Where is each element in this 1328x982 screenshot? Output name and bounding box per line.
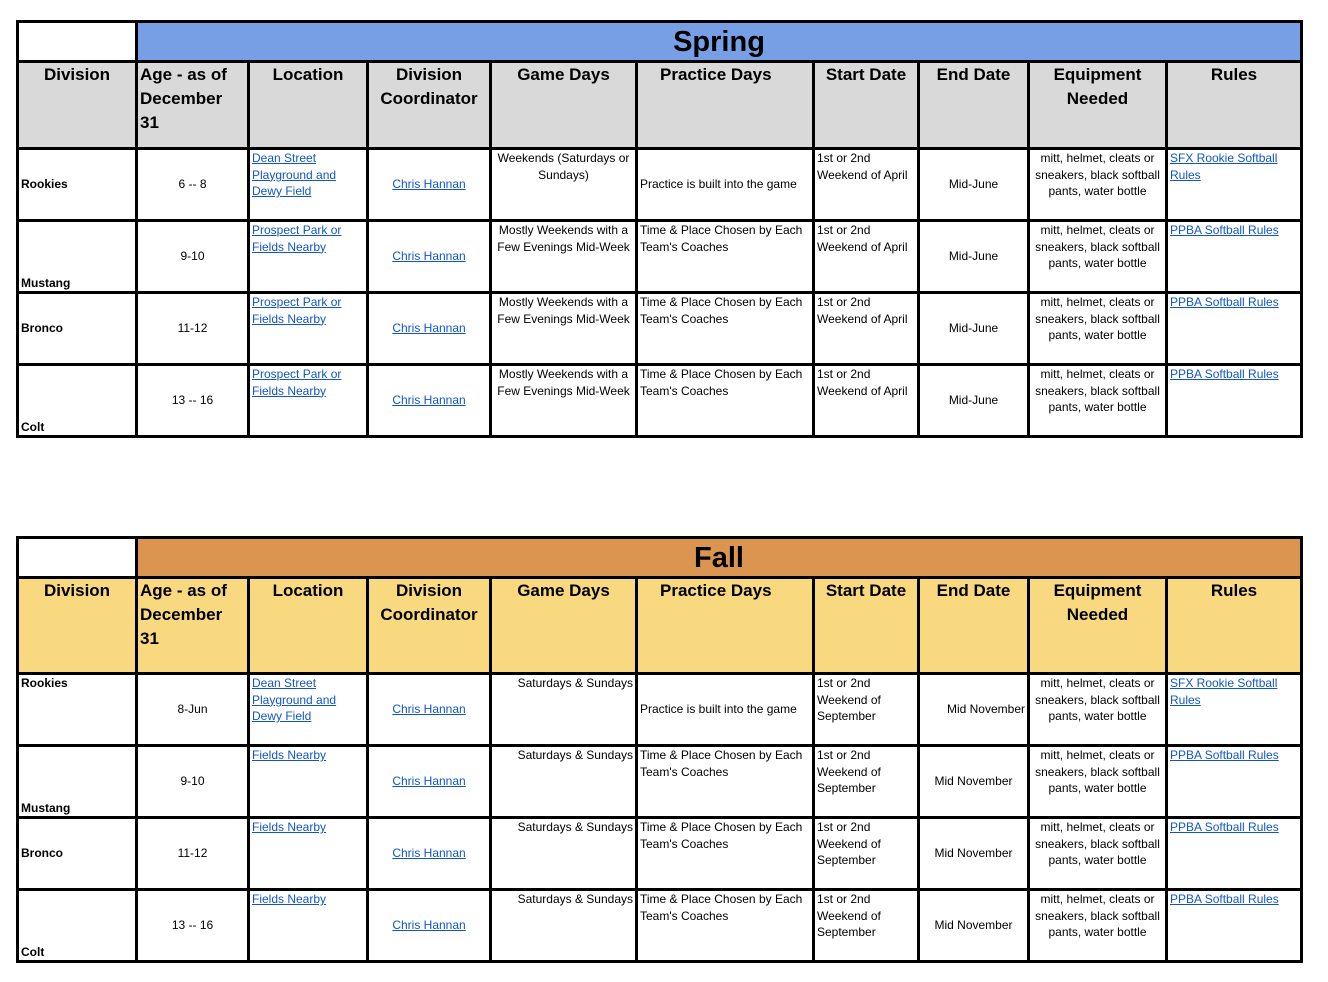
division-name: Colt [18,365,137,437]
table-row [18,818,1302,890]
age-range: 8-Jun [137,674,249,746]
start-date: 1st or 2nd Weekend of September [814,674,919,746]
start-date: 1st or 2nd Weekend of April [814,221,919,293]
division-name: Bronco [18,818,137,890]
coordinator-link[interactable]: Chris Hannan [392,321,466,336]
table-row [18,293,1302,365]
end-date: Mid November [919,890,1029,962]
equipment-needed: mitt, helmet, cleats or sneakers, black softball pants, water bottle [1029,293,1167,365]
coordinator-link[interactable]: Chris Hannan [392,918,466,933]
header-age: Age - as of December 31 [137,578,249,674]
header-equipment-needed: Equipment Needed [1029,62,1167,149]
game-days: Saturdays & Sundays [491,674,637,746]
table-row [18,221,1302,293]
rules-link[interactable]: SFX Rookie Softball Rules [1170,676,1278,707]
header-division: Division [18,578,137,674]
fall-header-row [18,578,1302,674]
spring-schedule-table [16,20,1303,438]
header-division: Division [18,62,137,149]
coordinator-link[interactable]: Chris Hannan [392,846,466,861]
header-location: Location [249,578,368,674]
coordinator-link[interactable]: Chris Hannan [392,774,466,789]
start-date: 1st or 2nd Weekend of September [814,746,919,818]
equipment-needed: mitt, helmet, cleats or sneakers, black softball pants, water bottle [1029,365,1167,437]
division-name: Rookies [18,674,137,746]
location-link[interactable]: Prospect Park or Fields Nearby [252,223,342,254]
table-row [18,674,1302,746]
spring-season-title: Spring [137,22,1302,62]
table-row [18,746,1302,818]
equipment-needed: mitt, helmet, cleats or sneakers, black softball pants, water bottle [1029,818,1167,890]
header-division-coordinator: Division Coordinator [368,578,491,674]
end-date: Mid-June [919,149,1029,221]
coordinator-link[interactable]: Chris Hannan [392,177,466,192]
division-name: Bronco [18,293,137,365]
start-date: 1st or 2nd Weekend of September [814,818,919,890]
header-end-date: End Date [919,62,1029,149]
coordinator-link[interactable]: Chris Hannan [392,249,466,264]
age-range: 11-12 [137,293,249,365]
header-game-days: Game Days [491,578,637,674]
location-link[interactable]: Fields Nearby [252,748,327,762]
end-date: Mid November [919,818,1029,890]
division-name: Mustang [18,746,137,818]
rules-link[interactable]: PPBA Softball Rules [1170,223,1279,237]
end-date: Mid-June [919,365,1029,437]
practice-days: Time & Place Chosen by Each Team's Coaches [637,818,814,890]
location-link[interactable]: Dean Street Playground and Dewy Field [252,676,337,723]
header-start-date: Start Date [814,578,919,674]
practice-days: Practice is built into the game [637,674,814,746]
end-date: Mid-June [919,293,1029,365]
header-age: Age - as of December 31 [137,62,249,149]
header-rules: Rules [1167,578,1302,674]
rules-link[interactable]: PPBA Softball Rules [1170,820,1279,834]
division-name: Colt [18,890,137,962]
header-end-date: End Date [919,578,1029,674]
game-days: Saturdays & Sundays [491,746,637,818]
location-link[interactable]: Fields Nearby [252,892,327,906]
age-range: 13 -- 16 [137,365,249,437]
practice-days: Time & Place Chosen by Each Team's Coaches [637,365,814,437]
age-range: 6 -- 8 [137,149,249,221]
practice-days: Time & Place Chosen by Each Team's Coaches [637,221,814,293]
age-range: 11-12 [137,818,249,890]
game-days: Saturdays & Sundays [491,818,637,890]
rules-link[interactable]: SFX Rookie Softball Rules [1170,151,1278,182]
location-link[interactable]: Prospect Park or Fields Nearby [252,367,342,398]
rules-link[interactable]: PPBA Softball Rules [1170,748,1279,762]
location-link[interactable]: Dean Street Playground and Dewy Field [252,151,337,198]
coordinator-link[interactable]: Chris Hannan [392,702,466,717]
fall-schedule-table [16,536,1303,963]
spring-header-row [18,62,1302,149]
start-date: 1st or 2nd Weekend of April [814,149,919,221]
coordinator-link[interactable]: Chris Hannan [392,393,466,408]
location-link[interactable]: Prospect Park or Fields Nearby [252,295,342,326]
table-row [18,890,1302,962]
practice-days: Time & Place Chosen by Each Team's Coaches [637,293,814,365]
header-practice-days: Practice Days [637,62,814,149]
practice-days: Practice is built into the game [637,149,814,221]
header-start-date: Start Date [814,62,919,149]
location-link[interactable]: Fields Nearby [252,820,327,834]
header-rules: Rules [1167,62,1302,149]
age-range: 9-10 [137,746,249,818]
division-name: Rookies [18,149,137,221]
division-name: Mustang [18,221,137,293]
table-row [18,149,1302,221]
practice-days: Time & Place Chosen by Each Team's Coaches [637,746,814,818]
equipment-needed: mitt, helmet, cleats or sneakers, black softball pants, water bottle [1029,674,1167,746]
header-game-days: Game Days [491,62,637,149]
age-range: 13 -- 16 [137,890,249,962]
start-date: 1st or 2nd Weekend of April [814,293,919,365]
game-days: Mostly Weekends with a Few Evenings Mid-Week [491,221,637,293]
corner-cell [18,538,137,578]
start-date: 1st or 2nd Weekend of April [814,365,919,437]
equipment-needed: mitt, helmet, cleats or sneakers, black softball pants, water bottle [1029,149,1167,221]
corner-cell [18,22,137,62]
end-date: Mid November [919,746,1029,818]
age-range: 9-10 [137,221,249,293]
end-date: Mid November [919,674,1029,746]
practice-days: Time & Place Chosen by Each Team's Coaches [637,890,814,962]
fall-season-title: Fall [137,538,1302,578]
header-practice-days: Practice Days [637,578,814,674]
equipment-needed: mitt, helmet, cleats or sneakers, black softball pants, water bottle [1029,746,1167,818]
header-equipment-needed: Equipment Needed [1029,578,1167,674]
game-days: Saturdays & Sundays [491,890,637,962]
table-row [18,365,1302,437]
start-date: 1st or 2nd Weekend of September [814,890,919,962]
rules-link[interactable]: PPBA Softball Rules [1170,367,1279,381]
end-date: Mid-June [919,221,1029,293]
header-division-coordinator: Division Coordinator [368,62,491,149]
rules-link[interactable]: PPBA Softball Rules [1170,892,1279,906]
game-days: Weekends (Saturdays or Sundays) [491,149,637,221]
header-location: Location [249,62,368,149]
rules-link[interactable]: PPBA Softball Rules [1170,295,1279,309]
equipment-needed: mitt, helmet, cleats or sneakers, black softball pants, water bottle [1029,890,1167,962]
equipment-needed: mitt, helmet, cleats or sneakers, black softball pants, water bottle [1029,221,1167,293]
game-days: Mostly Weekends with a Few Evenings Mid-Week [491,293,637,365]
game-days: Mostly Weekends with a Few Evenings Mid-Week [491,365,637,437]
